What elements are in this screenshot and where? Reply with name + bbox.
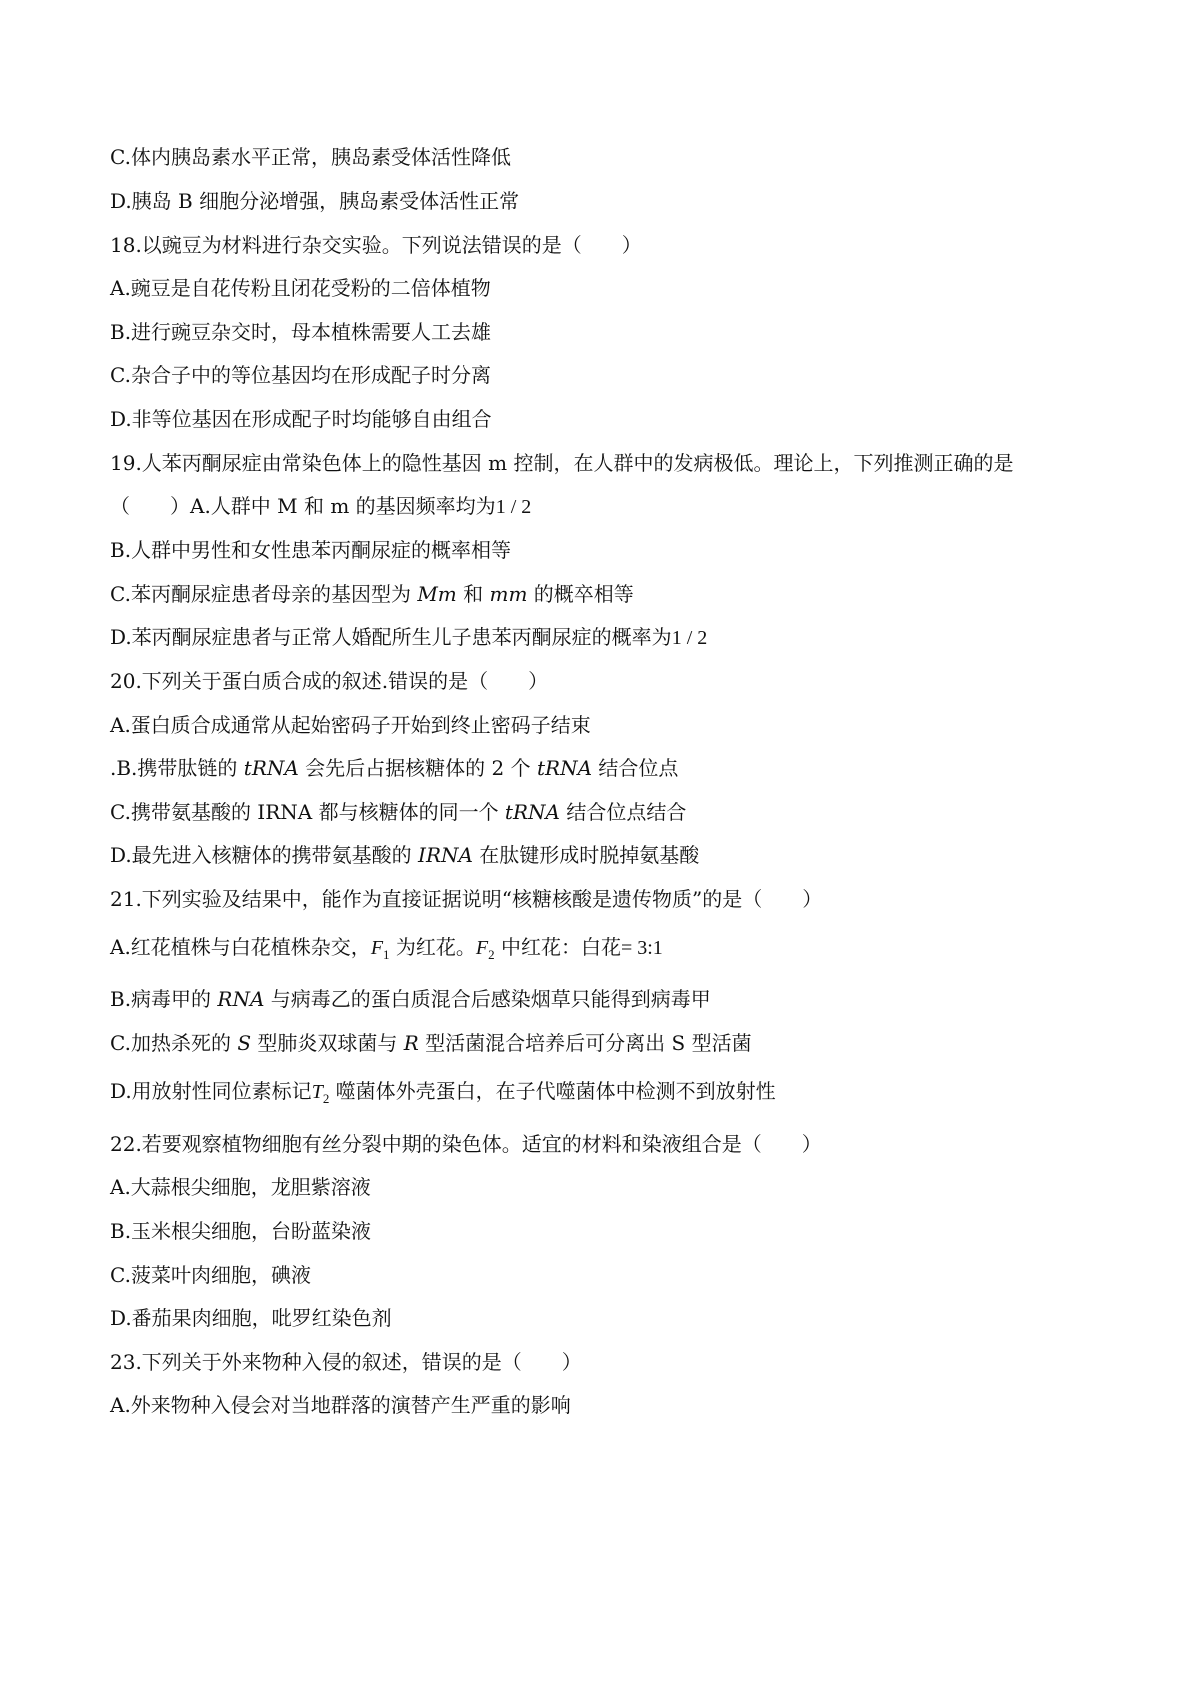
ratio-value: = 3:1 (620, 937, 663, 959)
option-20d (110, 841, 699, 869)
option-21a-tail: 中红花：白花 (494, 935, 621, 959)
strain-s: S (237, 1031, 252, 1055)
option-20a: A.蛋白质合成通常从起始密码子开始到终止密码子结束 (110, 713, 591, 737)
question-19: 19.人苯丙酮尿症由常染色体上的隐性基因 m 控制，在人群中的发病极低。理论上，下列推测正确的是 (110, 451, 1014, 475)
option-22c: C.菠菜叶肉细胞，碘液 (110, 1263, 311, 1287)
question-18: 18.以豌豆为材料进行杂交实验。下列说法错误的是（ ） (110, 233, 642, 257)
option-19a-text: （ ）A.人群中 M 和 m 的基因频率均为 (110, 494, 496, 518)
option-21c-mid: 型肺炎双球菌与 (251, 1031, 404, 1055)
option-18d: D.非等位基因在形成配子时均能够自由组合 (110, 407, 492, 431)
symbol-t: T (311, 1081, 323, 1103)
option-21d-text: D.用放射性同位素标记 (110, 1079, 312, 1103)
option-20b-tail: 结合位点 (592, 756, 679, 780)
option-20d-tail: 在肽键形成时脱掉氨基酸 (472, 843, 700, 867)
question-22: 22.若要观察植物细胞有丝分裂中期的染色体。适宜的材料和染液组合是（ ） (110, 1132, 822, 1156)
option-20c-text: C.携带氨基酸的 IRNA 都与核糖体的同一个 (110, 800, 505, 824)
option-21b-tail: 与病毒乙的蛋白质混合后感染烟草只能得到病毒甲 (264, 987, 711, 1011)
option-20d-text: D.最先进入核糖体的携带氨基酸的 (110, 843, 419, 867)
option-18a: A.豌豆是自花传粉且闭花受粉的二倍体植物 (110, 276, 491, 300)
option-19c-text: C.苯丙酮尿症患者母亲的基因型为 (110, 582, 418, 606)
question-20: 20.下列关于蛋白质合成的叙述.错误的是（ ） (110, 669, 549, 693)
fraction-half: 1 / 2 (671, 627, 708, 649)
fraction-half: 1 / 2 (495, 496, 532, 518)
option-21d (110, 1077, 776, 1105)
option-21b-text: B.病毒甲的 (110, 987, 218, 1011)
option-19c (110, 580, 634, 608)
option-21c (110, 1029, 752, 1057)
subscript-1: 1 (383, 947, 390, 962)
option-19d (110, 623, 707, 651)
term-irna: IRNA (418, 843, 473, 867)
option-21c-text: C.加热杀死的 (110, 1031, 238, 1055)
term-trna: tRNA (504, 800, 560, 824)
genotype-mm-hetero: Mm (417, 582, 457, 606)
term-trna: tRNA (243, 756, 299, 780)
option-21a (110, 933, 663, 961)
subscript-2: 2 (322, 1091, 330, 1106)
option-21a-text: A.红花植株与白花植株杂交， (110, 935, 371, 959)
option-23a: A.外来物种入侵会对当地群落的演替产生严重的影响 (110, 1393, 571, 1417)
option-19c-tail: 的概卒相等 (527, 582, 634, 606)
question-21: 21.下列实验及结果中，能作为直接证据说明“核糖核酸是遗传物质”的是（ ） (110, 887, 823, 911)
option-19b: B.人群中男性和女性患苯丙酮尿症的概率相等 (110, 538, 512, 562)
option-21d-tail: 噬菌体外壳蛋白，在子代噬菌体中检测不到放射性 (329, 1079, 776, 1103)
subscript-2: 2 (488, 947, 495, 962)
strain-r: R (403, 1031, 419, 1055)
option-20b-text: .B.携带肽链的 (110, 756, 244, 780)
option-18c: C.杂合子中的等位基因均在形成配子时分离 (110, 363, 491, 387)
option-20c (110, 798, 686, 826)
option-21c-tail: 型活菌混合培养后可分离出 S 型活菌 (418, 1031, 752, 1055)
option-22b: B.玉米根尖细胞，台盼蓝染液 (110, 1219, 372, 1243)
question-23: 23.下列关于外来物种入侵的叙述，错误的是（ ） (110, 1350, 582, 1374)
option-19d-text: D.苯丙酮尿症患者与正常人婚配所生儿子患苯丙酮尿症的概率为 (110, 625, 672, 649)
term-rna: RNA (217, 987, 265, 1011)
option-20b-mid: 会先后占据核糖体的 2 个 (298, 756, 537, 780)
option-22a: A.大蒜根尖细胞，龙胆紫溶液 (110, 1175, 371, 1199)
option-19a (110, 492, 531, 520)
option-18b: B.进行豌豆杂交时，母本植株需要人工去雄 (110, 320, 492, 344)
option-19c-and: 和 (456, 582, 490, 606)
genotype-mm-homo: mm (489, 582, 528, 606)
symbol-f: F (370, 937, 384, 959)
option-20b (110, 754, 678, 782)
option-17c: C.体内胰岛素水平正常，胰岛素受体活性降低 (110, 145, 511, 169)
option-17d: D.胰岛 B 细胞分泌增强，胰岛素受体活性正常 (110, 189, 520, 213)
option-21b (110, 985, 711, 1013)
option-20c-tail: 结合位点结合 (559, 800, 687, 824)
term-trna: tRNA (536, 756, 593, 780)
option-22d: D.番茄果肉细胞，吡罗红染色剂 (110, 1306, 392, 1330)
symbol-f: F (475, 937, 489, 959)
option-21a-mid: 为红花。 (389, 935, 476, 959)
